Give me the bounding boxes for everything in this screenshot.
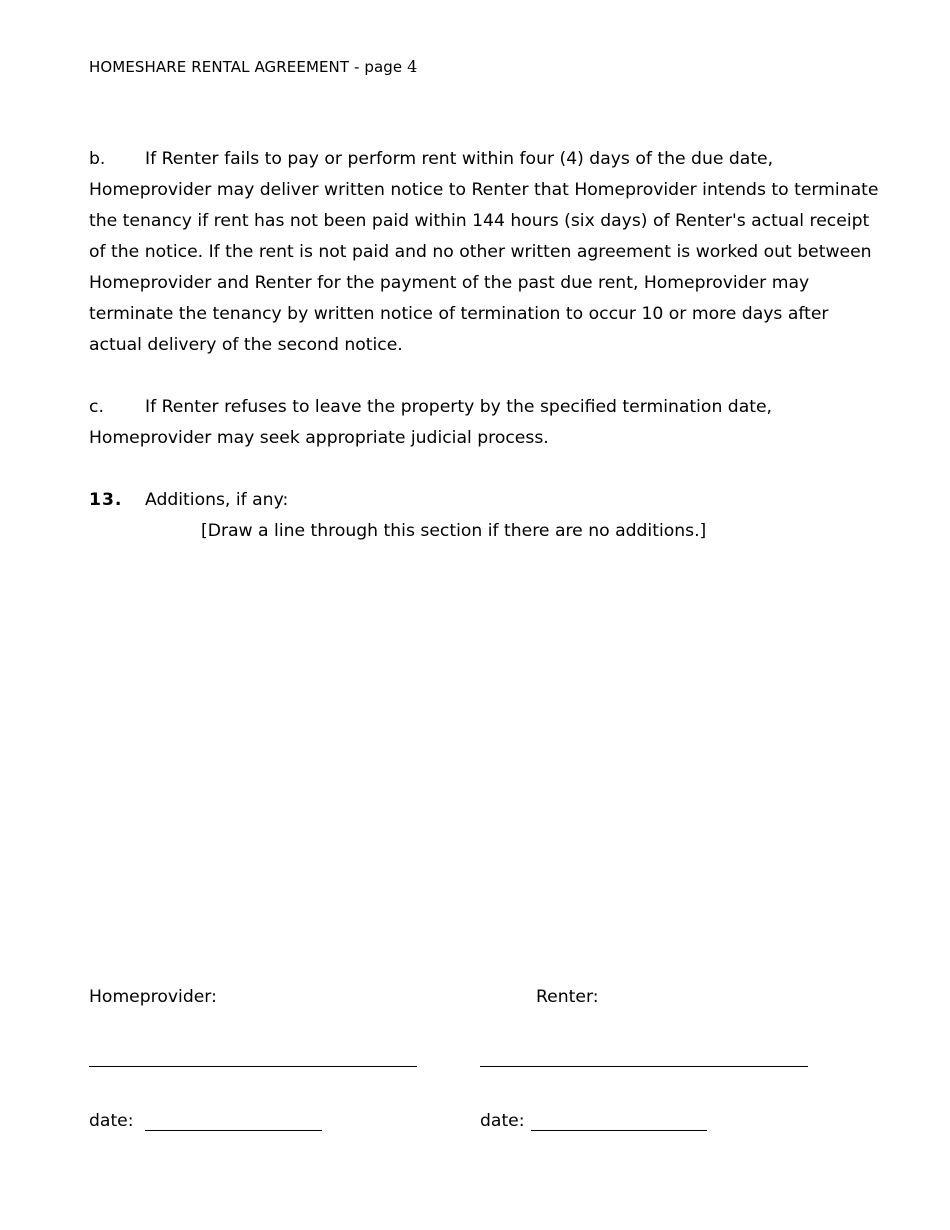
section-13-title: Additions, if any: xyxy=(145,490,289,510)
paragraph-c-text: If Renter refuses to leave the property by the specified termination date, Homeprovider may seek appropriate judicial process. xyxy=(89,397,773,448)
homeprovider-label: Homeprovider: xyxy=(89,987,217,1007)
paragraph-b xyxy=(89,144,879,361)
paragraph-b-text: If Renter fails to pay or perform rent within four (4) days of the due date, Homeprovider may deliver written notice to Renter that Homeprovider intends to terminate the tenancy if rent has not been paid within 144 hours (six days) of Renter's actual receipt of the notice. If the rent is not paid and no other written agreement is worked out between Homeprovider and Renter for the payment of the past due rent, Homeprovider may terminate the tenancy by written notice of termination to occur 10 or more days after actual delivery of the second notice. xyxy=(89,149,879,355)
paragraph-b-marker: b. xyxy=(89,149,106,169)
homeprovider-date-label: date: xyxy=(89,1111,134,1131)
renter-date-label: date: xyxy=(480,1111,525,1131)
page-number: 4 xyxy=(407,57,418,76)
renter-signature-line[interactable] xyxy=(480,1066,808,1067)
renter-label: Renter: xyxy=(536,987,599,1007)
renter-date-line[interactable] xyxy=(531,1130,707,1131)
paragraph-c xyxy=(89,392,879,454)
section-13-number: 13. xyxy=(89,490,123,510)
document-title: HOMESHARE RENTAL AGREEMENT - page xyxy=(89,58,403,76)
page-header xyxy=(89,57,417,76)
section-13-instruction: [Draw a line through this section if there are no additions.] xyxy=(201,521,707,541)
section-13-heading xyxy=(89,485,288,516)
homeprovider-date-line[interactable] xyxy=(145,1130,322,1131)
paragraph-c-marker: c. xyxy=(89,397,104,417)
homeprovider-signature-line[interactable] xyxy=(89,1066,417,1067)
